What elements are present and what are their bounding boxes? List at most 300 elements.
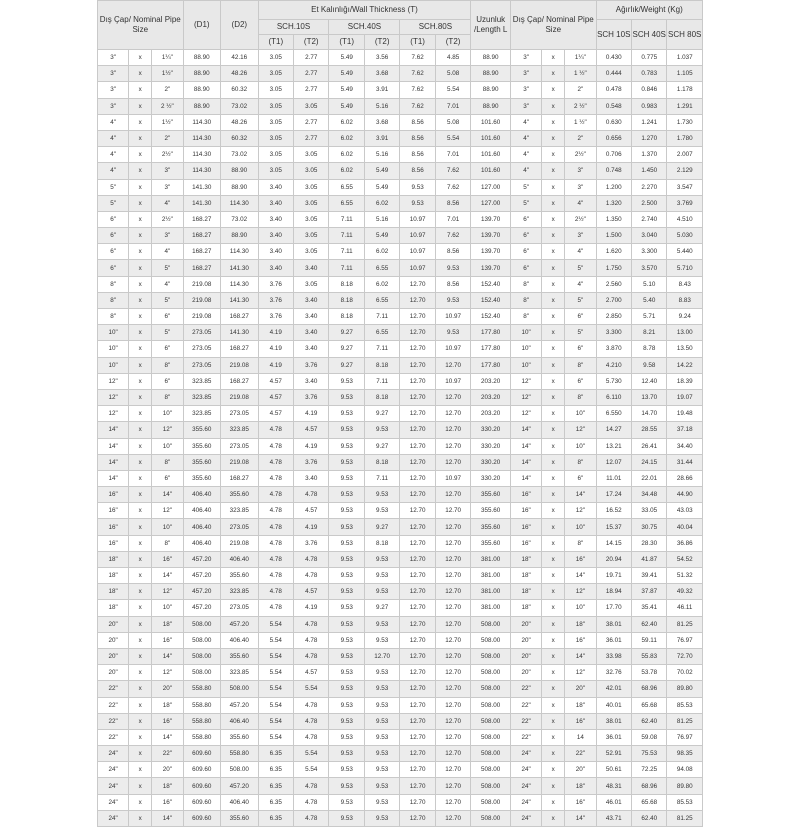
cell-sch40s-t1: 5.49	[329, 98, 364, 114]
cell-length: 508.00	[471, 681, 511, 697]
cell-sch80s-t2: 12.70	[435, 454, 471, 470]
cell-od-size-2: 10"	[511, 357, 542, 373]
cell-sch80s-t1: 12.70	[400, 503, 435, 519]
cell-d2: 48.26	[221, 66, 259, 82]
cell-sch80s-t1: 12.70	[400, 551, 435, 567]
cell-length: 203.20	[471, 389, 511, 405]
table-row	[98, 357, 703, 373]
cell-sch80s-t2: 9.53	[435, 325, 471, 341]
cell-x-mark-2: x	[542, 50, 565, 66]
cell-sch80s-t1: 12.70	[400, 665, 435, 681]
cell-d2: 168.27	[221, 309, 259, 325]
cell-sch40s-t1: 5.49	[329, 66, 364, 82]
cell-weight-sch80s: 43.03	[667, 503, 703, 519]
cell-x-mark-2: x	[542, 729, 565, 745]
cell-sch40s-t1: 6.55	[329, 195, 364, 211]
cell-sch40s-t2: 5.16	[364, 98, 399, 114]
cell-sch40s-t2: 9.53	[364, 713, 399, 729]
cell-reduced-size: 20"	[152, 762, 183, 778]
cell-length: 139.70	[471, 260, 511, 276]
cell-d2: 88.90	[221, 228, 259, 244]
cell-weight-sch10s: 18.94	[596, 584, 631, 600]
cell-od-size-2: 5"	[511, 195, 542, 211]
cell-sch10s-t2: 3.05	[294, 195, 329, 211]
cell-sch80s-t2: 12.70	[435, 794, 471, 810]
cell-sch40s-t1: 9.53	[329, 810, 364, 826]
cell-sch40s-t1: 9.53	[329, 584, 364, 600]
cell-weight-sch10s: 38.01	[596, 616, 631, 632]
table-row	[98, 341, 703, 357]
cell-od-size: 20"	[98, 665, 129, 681]
cell-weight-sch10s: 36.01	[596, 632, 631, 648]
cell-sch80s-t1: 7.62	[400, 50, 435, 66]
cell-sch10s-t2: 4.78	[294, 697, 329, 713]
cell-weight-sch80s: 14.22	[667, 357, 703, 373]
cell-length: 88.90	[471, 66, 511, 82]
cell-reduced-size-2: 14"	[565, 810, 596, 826]
cell-length: 152.40	[471, 292, 511, 308]
cell-sch40s-t2: 9.53	[364, 681, 399, 697]
cell-reduced-size-2: 1 ½"	[565, 66, 596, 82]
cell-reduced-size-2: 8"	[565, 535, 596, 551]
cell-reduced-size: 4"	[152, 195, 183, 211]
cell-length: 508.00	[471, 632, 511, 648]
cell-sch40s-t2: 9.53	[364, 762, 399, 778]
cell-d2: 168.27	[221, 373, 259, 389]
table-row	[98, 50, 703, 66]
cell-reduced-size-2: 2"	[565, 130, 596, 146]
cell-sch10s-t2: 4.78	[294, 616, 329, 632]
cell-sch40s-t2: 9.27	[364, 438, 399, 454]
cell-od-size-2: 8"	[511, 309, 542, 325]
cell-sch40s-t2: 3.91	[364, 82, 399, 98]
cell-od-size-2: 4"	[511, 147, 542, 163]
cell-sch10s-t1: 4.19	[258, 357, 293, 373]
cell-od-size: 22"	[98, 729, 129, 745]
cell-weight-sch10s: 42.01	[596, 681, 631, 697]
cell-weight-sch40s: 26.41	[631, 438, 666, 454]
cell-d2: 114.30	[221, 276, 259, 292]
cell-od-size-2: 5"	[511, 179, 542, 195]
cell-sch80s-t2: 12.70	[435, 810, 471, 826]
cell-sch10s-t1: 4.57	[258, 373, 293, 389]
cell-d1: 219.08	[183, 292, 221, 308]
cell-sch80s-t1: 9.53	[400, 195, 435, 211]
cell-d2: 60.32	[221, 130, 259, 146]
table-row	[98, 438, 703, 454]
cell-od-size-2: 14"	[511, 470, 542, 486]
cell-sch80s-t2: 12.70	[435, 713, 471, 729]
cell-x-mark-2: x	[542, 487, 565, 503]
cell-weight-sch80s: 51.32	[667, 568, 703, 584]
cell-reduced-size-2: 12"	[565, 584, 596, 600]
cell-sch80s-t1: 12.70	[400, 648, 435, 664]
cell-length: 101.60	[471, 114, 511, 130]
cell-od-size-2: 20"	[511, 632, 542, 648]
cell-weight-sch40s: 34.48	[631, 487, 666, 503]
cell-reduced-size-2: 8"	[565, 389, 596, 405]
cell-reduced-size-2: 16"	[565, 794, 596, 810]
cell-x-mark-2: x	[542, 438, 565, 454]
cell-reduced-size: 18"	[152, 616, 183, 632]
cell-x-mark-2: x	[542, 584, 565, 600]
cell-sch10s-t2: 4.19	[294, 600, 329, 616]
cell-sch10s-t1: 4.78	[258, 470, 293, 486]
cell-reduced-size: 16"	[152, 551, 183, 567]
table-row	[98, 551, 703, 567]
cell-od-size: 16"	[98, 503, 129, 519]
cell-weight-sch10s: 0.748	[596, 163, 631, 179]
cell-weight-sch40s: 8.21	[631, 325, 666, 341]
cell-sch40s-t1: 7.11	[329, 211, 364, 227]
cell-sch80s-t2: 8.56	[435, 195, 471, 211]
cell-sch80s-t2: 5.54	[435, 130, 471, 146]
cell-reduced-size: 18"	[152, 778, 183, 794]
cell-sch40s-t1: 9.53	[329, 632, 364, 648]
cell-sch40s-t1: 9.53	[329, 762, 364, 778]
cell-weight-sch80s: 70.02	[667, 665, 703, 681]
cell-weight-sch10s: 48.31	[596, 778, 631, 794]
table-row	[98, 147, 703, 163]
cell-weight-sch40s: 5.71	[631, 309, 666, 325]
cell-x-mark: x	[129, 389, 152, 405]
cell-d1: 355.60	[183, 438, 221, 454]
cell-sch10s-t2: 4.57	[294, 584, 329, 600]
cell-x-mark-2: x	[542, 681, 565, 697]
cell-od-size: 24"	[98, 778, 129, 794]
table-row	[98, 228, 703, 244]
cell-x-mark: x	[129, 341, 152, 357]
cell-od-size: 6"	[98, 244, 129, 260]
cell-sch40s-t1: 9.53	[329, 551, 364, 567]
cell-d2: 355.60	[221, 810, 259, 826]
table-row	[98, 195, 703, 211]
cell-sch80s-t1: 12.70	[400, 600, 435, 616]
cell-weight-sch40s: 12.40	[631, 373, 666, 389]
table-row	[98, 130, 703, 146]
cell-reduced-size: 10"	[152, 600, 183, 616]
cell-weight-sch10s: 0.706	[596, 147, 631, 163]
cell-reduced-size-2: 18"	[565, 778, 596, 794]
cell-reduced-size-2: 1 ½"	[565, 114, 596, 130]
cell-reduced-size-2: 3"	[565, 179, 596, 195]
cell-d1: 141.30	[183, 179, 221, 195]
cell-sch10s-t1: 3.05	[258, 114, 293, 130]
cell-weight-sch10s: 1.320	[596, 195, 631, 211]
cell-weight-sch80s: 81.25	[667, 616, 703, 632]
cell-od-size-2: 24"	[511, 762, 542, 778]
table-row	[98, 697, 703, 713]
header-sch80s-t2: (T2)	[435, 35, 471, 50]
cell-weight-sch40s: 0.983	[631, 98, 666, 114]
cell-weight-sch80s: 8.83	[667, 292, 703, 308]
table-row	[98, 778, 703, 794]
cell-sch40s-t1: 6.55	[329, 179, 364, 195]
cell-sch10s-t2: 4.78	[294, 713, 329, 729]
cell-x-mark: x	[129, 147, 152, 163]
header-length: Uzunluk /Length L	[471, 1, 511, 50]
cell-reduced-size-2: 16"	[565, 713, 596, 729]
cell-od-size: 6"	[98, 211, 129, 227]
cell-x-mark-2: x	[542, 406, 565, 422]
cell-length: 127.00	[471, 179, 511, 195]
cell-sch10s-t2: 4.57	[294, 422, 329, 438]
cell-sch40s-t1: 9.53	[329, 665, 364, 681]
cell-length: 508.00	[471, 665, 511, 681]
cell-reduced-size: 3"	[152, 163, 183, 179]
cell-od-size: 8"	[98, 309, 129, 325]
cell-sch40s-t2: 5.16	[364, 147, 399, 163]
cell-d1: 558.80	[183, 681, 221, 697]
cell-length: 152.40	[471, 276, 511, 292]
cell-sch10s-t2: 2.77	[294, 114, 329, 130]
cell-weight-sch80s: 76.97	[667, 729, 703, 745]
table-row	[98, 810, 703, 826]
cell-sch80s-t1: 12.70	[400, 697, 435, 713]
cell-od-size-2: 8"	[511, 292, 542, 308]
cell-reduced-size-2: 3"	[565, 228, 596, 244]
cell-length: 127.00	[471, 195, 511, 211]
table-row	[98, 584, 703, 600]
cell-x-mark-2: x	[542, 422, 565, 438]
cell-length: 139.70	[471, 244, 511, 260]
cell-d1: 88.90	[183, 98, 221, 114]
cell-sch40s-t2: 7.11	[364, 373, 399, 389]
cell-weight-sch10s: 0.430	[596, 50, 631, 66]
cell-reduced-size-2: 16"	[565, 551, 596, 567]
cell-weight-sch80s: 1.730	[667, 114, 703, 130]
cell-x-mark-2: x	[542, 810, 565, 826]
cell-reduced-size-2: 22"	[565, 746, 596, 762]
cell-reduced-size-2: 12"	[565, 665, 596, 681]
cell-d2: 323.85	[221, 665, 259, 681]
cell-x-mark-2: x	[542, 568, 565, 584]
table-row	[98, 665, 703, 681]
cell-od-size-2: 6"	[511, 244, 542, 260]
cell-od-size-2: 3"	[511, 82, 542, 98]
cell-sch40s-t1: 9.53	[329, 648, 364, 664]
cell-weight-sch40s: 14.70	[631, 406, 666, 422]
cell-weight-sch80s: 1.291	[667, 98, 703, 114]
cell-d1: 114.30	[183, 163, 221, 179]
cell-x-mark: x	[129, 357, 152, 373]
cell-weight-sch10s: 36.01	[596, 729, 631, 745]
cell-sch40s-t2: 3.56	[364, 50, 399, 66]
table-row	[98, 406, 703, 422]
cell-sch80s-t1: 12.70	[400, 325, 435, 341]
cell-x-mark: x	[129, 600, 152, 616]
cell-sch10s-t2: 4.78	[294, 487, 329, 503]
cell-reduced-size: 2 ½"	[152, 98, 183, 114]
cell-weight-sch10s: 4.210	[596, 357, 631, 373]
cell-d1: 355.60	[183, 422, 221, 438]
cell-x-mark: x	[129, 519, 152, 535]
table-row	[98, 325, 703, 341]
cell-reduced-size-2: 14"	[565, 487, 596, 503]
cell-sch10s-t1: 5.54	[258, 697, 293, 713]
cell-sch10s-t2: 4.19	[294, 406, 329, 422]
cell-d1: 114.30	[183, 147, 221, 163]
cell-x-mark: x	[129, 551, 152, 567]
cell-sch80s-t1: 10.97	[400, 260, 435, 276]
cell-reduced-size: 22"	[152, 746, 183, 762]
cell-x-mark-2: x	[542, 746, 565, 762]
cell-weight-sch40s: 68.96	[631, 778, 666, 794]
cell-sch40s-t2: 9.53	[364, 487, 399, 503]
cell-sch40s-t1: 8.18	[329, 309, 364, 325]
cell-sch40s-t1: 8.18	[329, 292, 364, 308]
cell-d1: 88.90	[183, 50, 221, 66]
cell-sch10s-t2: 3.40	[294, 325, 329, 341]
cell-sch40s-t2: 9.53	[364, 422, 399, 438]
cell-reduced-size: 8"	[152, 357, 183, 373]
cell-weight-sch40s: 1.241	[631, 114, 666, 130]
table-row	[98, 470, 703, 486]
cell-reduced-size: 6"	[152, 309, 183, 325]
cell-reduced-size-2: 2½"	[565, 147, 596, 163]
cell-od-size-2: 8"	[511, 276, 542, 292]
cell-x-mark-2: x	[542, 600, 565, 616]
cell-x-mark-2: x	[542, 260, 565, 276]
cell-weight-sch80s: 19.07	[667, 389, 703, 405]
cell-weight-sch40s: 2.740	[631, 211, 666, 227]
cell-reduced-size: 6"	[152, 470, 183, 486]
cell-od-size-2: 18"	[511, 568, 542, 584]
table-row	[98, 632, 703, 648]
cell-d2: 73.02	[221, 211, 259, 227]
cell-sch40s-t1: 9.53	[329, 535, 364, 551]
cell-d2: 168.27	[221, 341, 259, 357]
table-row	[98, 276, 703, 292]
cell-x-mark: x	[129, 228, 152, 244]
cell-x-mark-2: x	[542, 713, 565, 729]
cell-weight-sch10s: 0.656	[596, 130, 631, 146]
cell-length: 381.00	[471, 600, 511, 616]
table-row	[98, 66, 703, 82]
cell-sch80s-t2: 12.70	[435, 519, 471, 535]
cell-length: 381.00	[471, 584, 511, 600]
cell-length: 203.20	[471, 406, 511, 422]
cell-x-mark: x	[129, 535, 152, 551]
cell-x-mark-2: x	[542, 665, 565, 681]
cell-weight-sch80s: 9.24	[667, 309, 703, 325]
cell-d1: 508.00	[183, 632, 221, 648]
cell-d1: 355.60	[183, 454, 221, 470]
cell-od-size-2: 10"	[511, 325, 542, 341]
cell-sch10s-t2: 3.05	[294, 163, 329, 179]
cell-sch40s-t2: 5.49	[364, 228, 399, 244]
cell-sch80s-t2: 12.70	[435, 406, 471, 422]
cell-d2: 168.27	[221, 470, 259, 486]
cell-x-mark: x	[129, 66, 152, 82]
cell-sch10s-t1: 3.40	[258, 228, 293, 244]
cell-x-mark-2: x	[542, 648, 565, 664]
cell-sch10s-t1: 3.76	[258, 292, 293, 308]
cell-sch80s-t1: 8.56	[400, 147, 435, 163]
cell-d1: 323.85	[183, 373, 221, 389]
cell-weight-sch40s: 75.53	[631, 746, 666, 762]
cell-x-mark: x	[129, 616, 152, 632]
cell-sch80s-t1: 12.70	[400, 487, 435, 503]
cell-length: 508.00	[471, 697, 511, 713]
cell-sch10s-t2: 3.05	[294, 228, 329, 244]
cell-reduced-size: 2"	[152, 82, 183, 98]
cell-sch10s-t1: 4.78	[258, 487, 293, 503]
cell-length: 139.70	[471, 211, 511, 227]
cell-length: 355.60	[471, 519, 511, 535]
cell-d1: 168.27	[183, 211, 221, 227]
cell-length: 88.90	[471, 82, 511, 98]
cell-reduced-size-2: 10"	[565, 406, 596, 422]
cell-reduced-size-2: 1¼"	[565, 50, 596, 66]
cell-weight-sch80s: 8.43	[667, 276, 703, 292]
table-row	[98, 82, 703, 98]
table-header	[98, 1, 703, 50]
cell-od-size: 20"	[98, 648, 129, 664]
cell-weight-sch40s: 62.40	[631, 810, 666, 826]
cell-weight-sch80s: 81.25	[667, 713, 703, 729]
cell-reduced-size: 1¼"	[152, 50, 183, 66]
cell-od-size-2: 14"	[511, 454, 542, 470]
cell-sch80s-t1: 12.70	[400, 309, 435, 325]
cell-od-size-2: 18"	[511, 600, 542, 616]
cell-d1: 114.30	[183, 130, 221, 146]
cell-d2: 114.30	[221, 195, 259, 211]
table-row	[98, 389, 703, 405]
cell-od-size-2: 22"	[511, 681, 542, 697]
cell-sch10s-t1: 6.35	[258, 810, 293, 826]
cell-od-size: 4"	[98, 114, 129, 130]
cell-sch80s-t1: 12.70	[400, 568, 435, 584]
cell-weight-sch80s: 19.48	[667, 406, 703, 422]
cell-sch80s-t1: 12.70	[400, 438, 435, 454]
cell-od-size-2: 18"	[511, 584, 542, 600]
cell-x-mark: x	[129, 697, 152, 713]
cell-weight-sch80s: 18.39	[667, 373, 703, 389]
cell-length: 508.00	[471, 713, 511, 729]
cell-od-size-2: 18"	[511, 551, 542, 567]
cell-weight-sch80s: 85.53	[667, 697, 703, 713]
cell-x-mark: x	[129, 195, 152, 211]
cell-weight-sch40s: 62.40	[631, 713, 666, 729]
cell-reduced-size-2: 10"	[565, 438, 596, 454]
table-row	[98, 681, 703, 697]
cell-od-size: 16"	[98, 535, 129, 551]
cell-sch10s-t1: 4.78	[258, 584, 293, 600]
cell-x-mark-2: x	[542, 147, 565, 163]
cell-weight-sch80s: 5.710	[667, 260, 703, 276]
cell-d1: 457.20	[183, 600, 221, 616]
table-row	[98, 454, 703, 470]
cell-length: 177.80	[471, 341, 511, 357]
cell-length: 177.80	[471, 325, 511, 341]
cell-weight-sch40s: 2.500	[631, 195, 666, 211]
cell-weight-sch80s: 37.18	[667, 422, 703, 438]
cell-d1: 273.05	[183, 357, 221, 373]
cell-x-mark: x	[129, 82, 152, 98]
cell-sch80s-t1: 12.70	[400, 357, 435, 373]
cell-weight-sch10s: 14.27	[596, 422, 631, 438]
cell-length: 508.00	[471, 746, 511, 762]
cell-reduced-size: 1½"	[152, 114, 183, 130]
cell-reduced-size-2: 5"	[565, 325, 596, 341]
cell-sch80s-t1: 12.70	[400, 810, 435, 826]
cell-sch40s-t1: 9.53	[329, 697, 364, 713]
cell-sch80s-t2: 12.70	[435, 389, 471, 405]
cell-sch40s-t2: 8.18	[364, 389, 399, 405]
cell-d2: 323.85	[221, 584, 259, 600]
cell-weight-sch40s: 59.08	[631, 729, 666, 745]
